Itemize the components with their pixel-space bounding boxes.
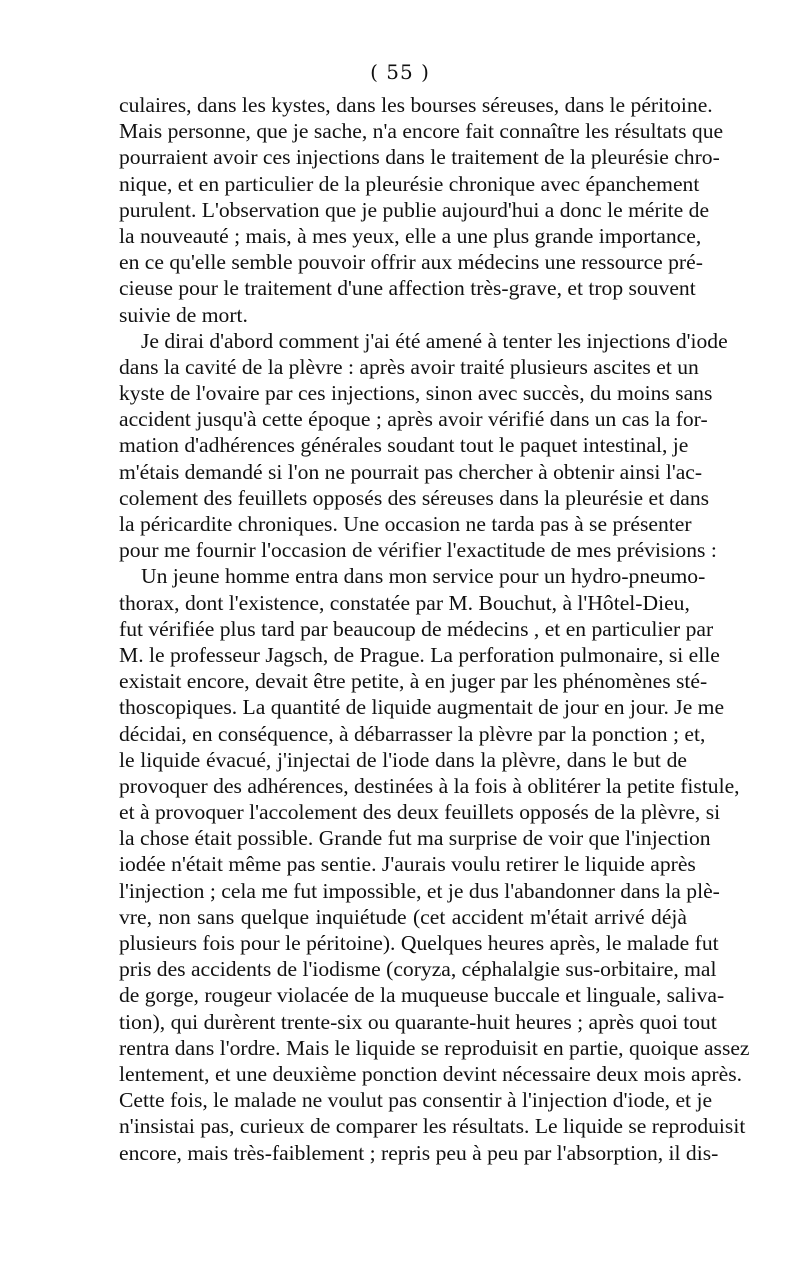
text-line: tion), qui durèrent trente-six ou quarante-huit heures ; après quoi tout [119,1009,717,1034]
text-line: la péricardite chroniques. Une occasion ne tarda pas à se présenter [119,512,692,536]
text-line: décidai, en conséquence, à débarrasser la plèvre par la ponction ; et, [119,721,706,746]
text-line: n'insistai pas, curieux de comparer les résultats. Le liquide se reproduisit [119,1114,746,1139]
text-line: kyste de l'ovaire par ces injections, sinon avec succès, du moins sans [119,381,713,406]
text-line: nique, et en particulier de la pleurésie chronique avec épanchement [119,171,700,196]
text-line: cieuse pour le traitement d'une affection très-grave, et trop souvent [119,276,696,301]
text-line: pourraient avoir ces injections dans le traitement de la pleurésie chro- [119,145,720,170]
text-line: dans la cavité de la plèvre : après avoir traité plusieurs ascites et un [119,354,699,379]
text-line: en ce qu'elle semble pouvoir offrir aux médecins une ressource pré- [119,250,703,275]
text-line: existait encore, devait être petite, à en juger par les phénomènes sté- [119,669,708,694]
text-line: vre, non sans quelque inquiétude (cet accident m'était arrivé déjà [119,904,687,929]
page-number: ( 55 ) [370,60,430,84]
text-line: pour me fournir l'occasion de vérifier l'exactitude de mes prévisions : [119,538,717,563]
text-line: colement des feuillets opposés des séreuses dans la pleurésie et dans [119,485,710,510]
text-line: accident jusqu'à cette époque ; après avoir vérifié dans un cas la for- [119,407,708,432]
text-line: Je dirai d'abord comment j'ai été amené à tenter les injections d'iode [141,328,728,353]
body-text [119,92,750,1166]
text-line: Un jeune homme entra dans mon service pour un hydro-pneumo- [141,564,706,589]
text-line: M. le professeur Jagsch, de Prague. La perforation pulmonaire, si elle [119,642,720,667]
text-line: m'étais demandé si l'on ne pourrait pas chercher à obtenir ainsi l'ac- [119,459,703,484]
text-line: rentra dans l'ordre. Mais le liquide se reproduisit en partie, quoique assez [119,1035,750,1060]
text-line: mation d'adhérences générales soudant tout le paquet intestinal, je [119,433,689,458]
text-line: le liquide évacué, j'injectai de l'iode dans la plèvre, dans le but de [119,747,687,772]
text-line: iodée n'était même pas sentie. J'aurais voulu retirer le liquide après [119,852,696,877]
text-line: de gorge, rougeur violacée de la muqueuse buccale et linguale, saliva- [119,983,725,1008]
text-line: encore, mais très-faiblement ; repris peu à peu par l'absorption, il dis- [119,1140,719,1165]
text-line: thoscopiques. La quantité de liquide augmentait de jour en jour. Je me [119,695,725,720]
text-line: lentement, et une deuxième ponction devint nécessaire deux mois après. [119,1061,743,1086]
text-line: et à provoquer l'accolement des deux feuillets opposés de la plèvre, si [119,800,721,825]
text-line: pris des accidents de l'iodisme (coryza, céphalalgie sus-orbitaire, mal [119,957,717,982]
text-line: thorax, dont l'existence, constatée par M. Bouchut, à l'Hôtel-Dieu, [119,590,690,615]
text-line: Mais personne, que je sache, n'a encore fait connaître les résultats que [119,119,724,144]
text-line: provoquer des adhérences, destinées à la fois à oblitérer la petite fistule, [119,773,740,798]
text-line: la nouveauté ; mais, à mes yeux, elle a une plus grande importance, [119,223,702,248]
text-line: l'injection ; cela me fut impossible, et je dus l'abandonner dans la plè- [119,878,720,903]
text-line: fut vérifiée plus tard par beaucoup de médecins , et en particulier par [119,616,714,641]
text-line: culaires, dans les kystes, dans les bourses séreuses, dans le péritoine. [119,93,713,117]
text-line: la chose était possible. Grande fut ma surprise de voir que l'injection [119,826,711,851]
text-line: plusieurs fois pour le péritoine). Quelques heures après, le malade fut [119,931,719,955]
text-line: Cette fois, le malade ne voulut pas consentir à l'injection d'iode, et je [119,1088,713,1113]
text-line: purulent. L'observation que je publie aujourd'hui a donc le mérite de [119,197,710,222]
text-line: suivie de mort. [119,302,248,327]
